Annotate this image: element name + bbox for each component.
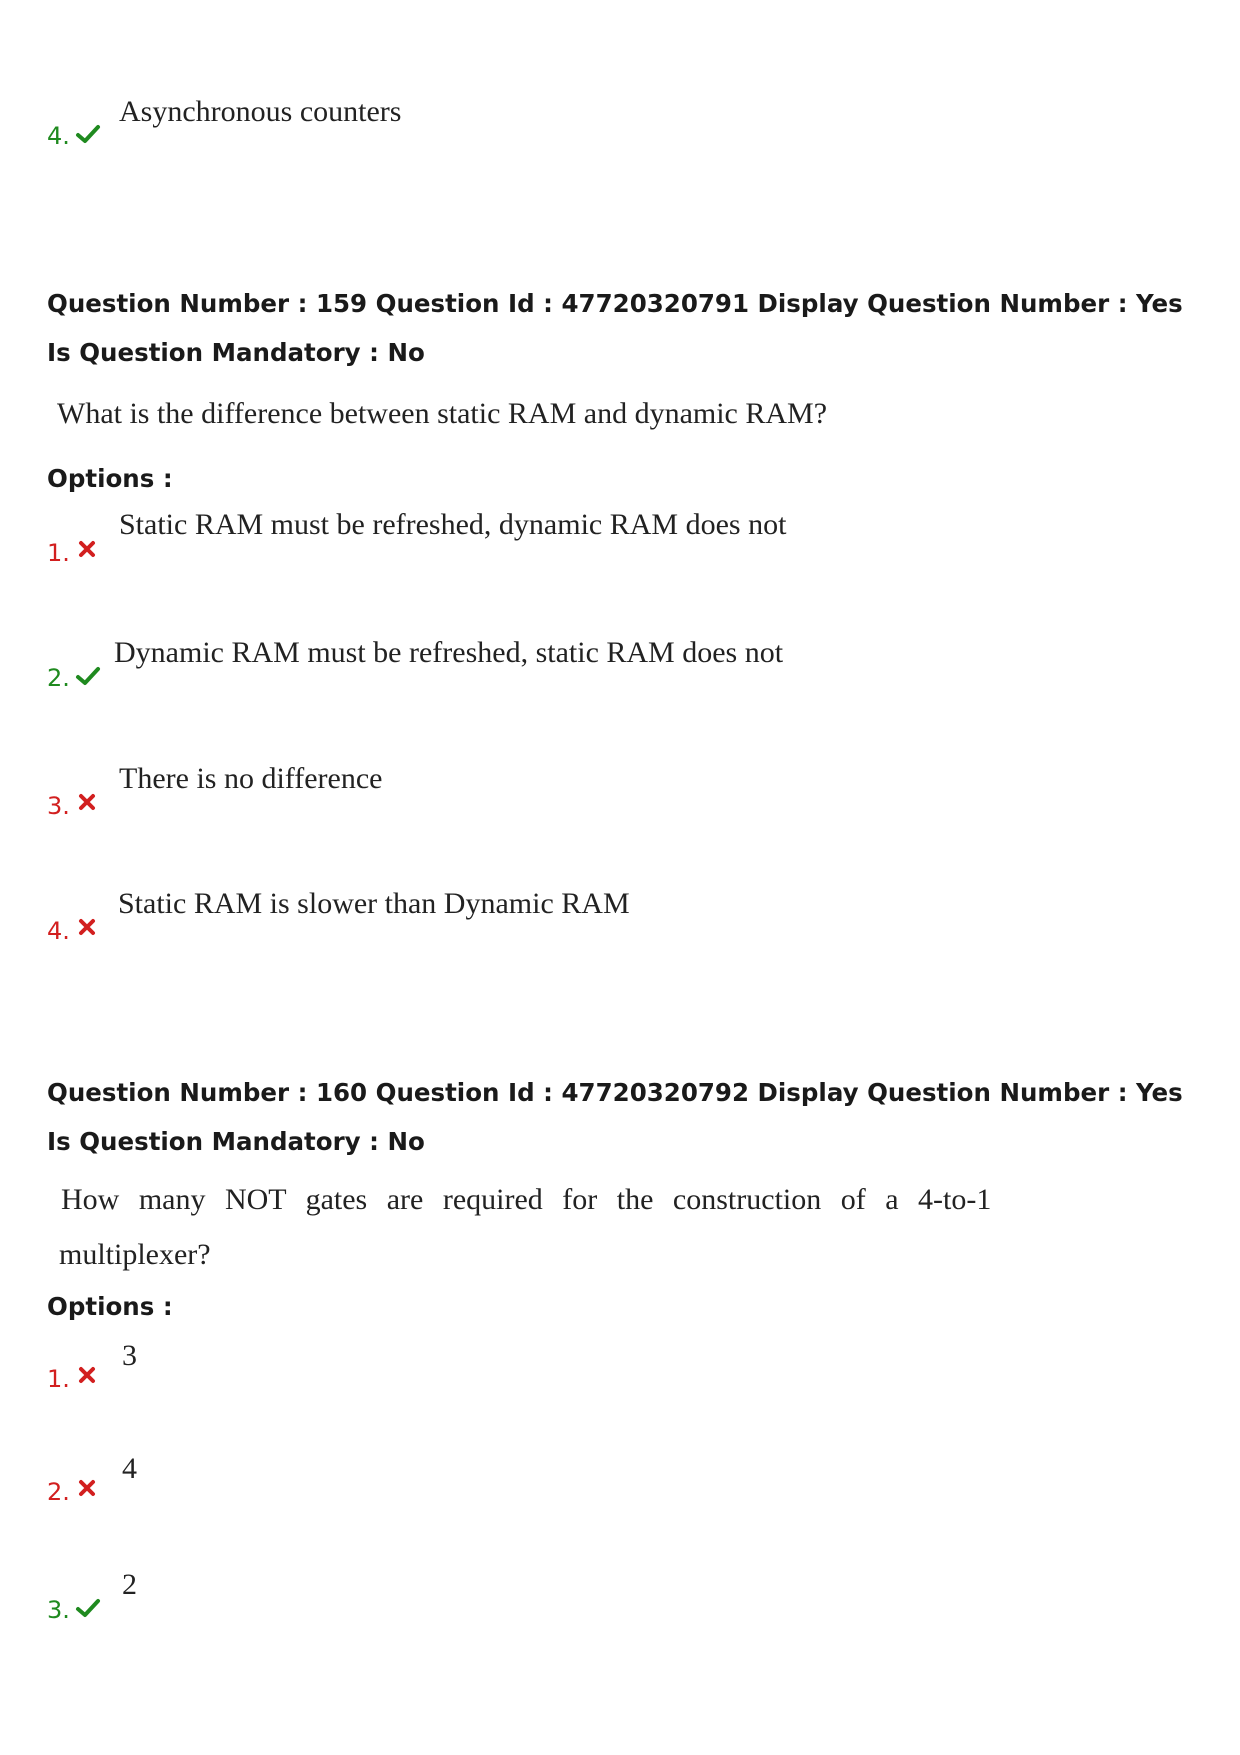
option-number: 3. [47,1596,70,1624]
cross-icon [77,539,97,559]
option-number: 4. [47,122,70,150]
option-row [47,887,1147,965]
cross-icon [77,1365,97,1385]
check-icon [75,121,101,147]
option-row [47,1452,1147,1526]
cross-icon [77,1478,97,1498]
question-text-line: multiplexer? [59,1238,211,1271]
option-number: 2. [47,664,70,692]
option-number: 2. [47,1478,70,1506]
option-text: 3 [122,1339,137,1372]
check-icon [75,663,101,689]
options-label: Options : [47,1292,173,1321]
option-text: 2 [122,1568,137,1601]
option-number: 4. [47,917,70,945]
option-text: Static RAM is slower than Dynamic RAM [118,887,630,920]
option-row [47,1339,1147,1413]
cross-icon [77,792,97,812]
cross-icon [77,917,97,937]
check-icon [75,1595,101,1621]
option-row [47,636,1147,714]
option-number: 3. [47,792,70,820]
option-number: 1. [47,539,70,567]
option-text: Asynchronous counters [119,95,402,128]
option-text: There is no difference [119,762,383,795]
option-row [47,762,1147,840]
option-number: 1. [47,1365,70,1393]
option-row [47,508,1147,587]
options-label: Options : [47,464,173,493]
option-text: 4 [122,1452,137,1485]
option-row [47,1568,1147,1644]
option-text: Dynamic RAM must be refreshed, static RAM does not [114,636,784,669]
option-text: Static RAM must be refreshed, dynamic RAM does not [119,508,787,541]
question-text-line: How many NOT gates are required for the construction of a 4-to-1 [61,1183,992,1216]
question-text: What is the difference between static RAM and dynamic RAM? [57,397,828,430]
option-row [47,95,1147,160]
question-header: Question Number : 160 Question Id : 47720320792 Display Question Number : Yes Is Question Mandatory : No [47,1078,1183,1156]
question-header: Question Number : 159 Question Id : 47720320791 Display Question Number : Yes Is Question Mandatory : No [47,289,1183,367]
